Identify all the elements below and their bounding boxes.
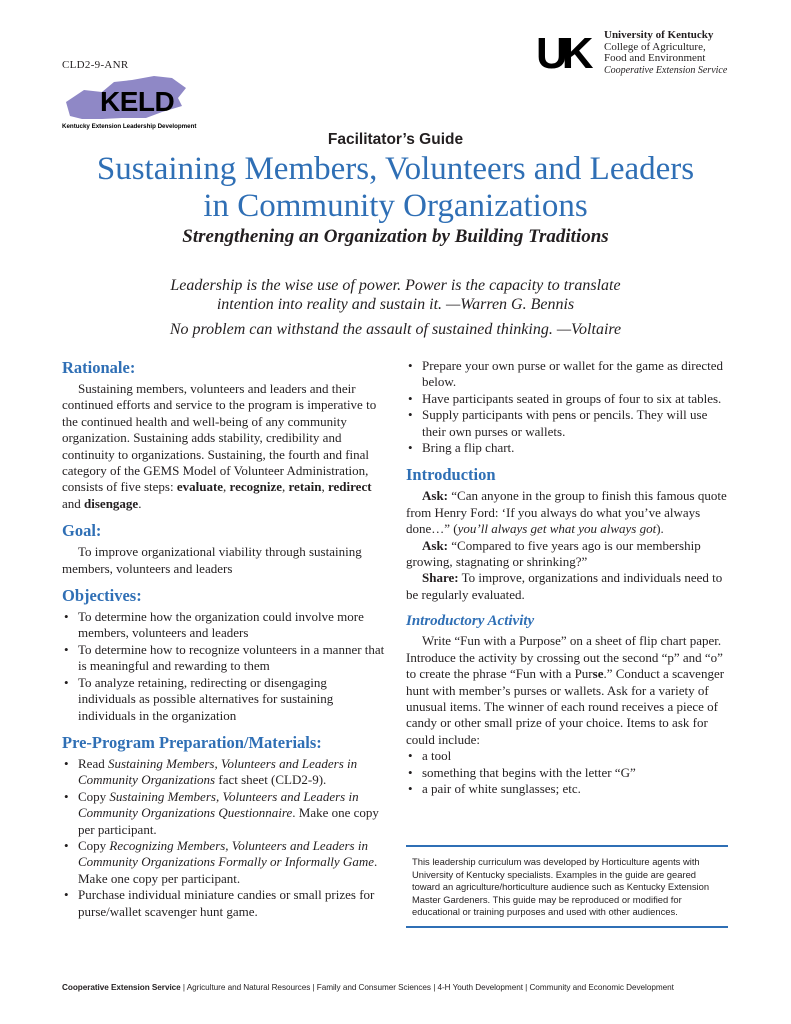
title-line-2: in Community Organizations (203, 188, 588, 224)
objectives-heading: Objectives: (62, 586, 142, 606)
footer (62, 983, 732, 992)
preparation-continued (406, 358, 728, 456)
step-redirect: redirect (328, 479, 372, 495)
footer-programs: | Agriculture and Natural Resources | Family and Consumer Sciences | 4-H Youth Development | Community and Economic Development (180, 983, 674, 992)
keld-logo (62, 72, 202, 132)
list-item: • Read Sustaining Members, Volunteers and Leaders in Community Organizations fact sheet (CLD2-9). (62, 756, 386, 789)
extension-service-line: Cooperative Extension Service (604, 64, 728, 76)
college-line-2: Food and Environment (604, 52, 706, 64)
list-item: • Prepare your own purse or wallet for the game as directed below. (406, 358, 728, 391)
rationale-section (62, 358, 386, 512)
list-item: • To determine how the organization could involve more members, volunteers and leaders (62, 609, 386, 642)
keld-logo-text: KELD (100, 86, 175, 117)
activity-section (406, 612, 728, 797)
step-retain: retain (288, 479, 322, 495)
list-item: • Supply participants with pens or pencils. They will use their own purses or wallets. (406, 407, 728, 440)
university-line: University of Kentucky (604, 29, 714, 41)
page-title (0, 151, 791, 225)
college-line: College of Agriculture, (604, 40, 706, 53)
preparation-list (62, 756, 386, 920)
curriculum-note: This leadership curriculum was developed by Horticulture agents with University of Kentucky specialists. Examples in the guide are geared toward an agriculture/horticulture audience such as Kentucky Extension Master Gardeners. This guide may be reproduced or modified for educational or training purposes and used with other audiences. (406, 845, 728, 928)
list-item: • Have participants seated in groups of four to six at tables. (406, 391, 728, 407)
step-recognize: recognize (229, 479, 283, 495)
quote-line-1: Leadership is the wise use of power. Power is the capacity to translate (170, 277, 621, 294)
ask-paragraph-1: Ask: “Can anyone in the group to finish this famous quote from Henry Ford: ‘If you always do what you’ve always done…” (you’ll always get what you always got). (406, 488, 727, 537)
activity-items (406, 748, 728, 797)
list-item: • To determine how to recognize volunteers in a manner that is meaningful and rewarding to them (62, 642, 386, 675)
share-paragraph: Share: To improve, organizations and individuals need to be regularly evaluated. (406, 570, 723, 602)
keld-logo-caption: Kentucky Extension Leadership Development (62, 123, 197, 130)
list-item: • Bring a flip chart. (406, 440, 728, 456)
list-item: • something that begins with the letter “G” (406, 765, 728, 781)
ask-paragraph-2: Ask: “Compared to five years ago is our membership growing, stagnating or shrinking?” (406, 537, 701, 570)
left-column (62, 358, 386, 929)
footer-lead: Cooperative Extension Service (62, 983, 181, 992)
list-item: • To analyze retaining, redirecting or disengaging individuals as possible alternatives for sustaining individuals in the organization (62, 675, 386, 724)
introduction-section (406, 465, 728, 603)
step-evaluate: evaluate (176, 479, 224, 495)
list-item: • a tool (406, 748, 728, 764)
rationale-heading: Rationale: (62, 358, 136, 377)
objectives-section (62, 586, 386, 724)
activity-heading: Introductory Activity (406, 613, 535, 630)
title-line-1: Sustaining Members, Volunteers and Leaders (96, 151, 695, 187)
activity-text: Write “Fun with a Purpose” on a sheet of flip chart paper. Introduce the activity by crossing out the second “p” and “o” to create the phrase “Fun with a Purse.” Conduct a scavenger hunt with member’s purses or wallets. Ask for a variety of unusual items. The winner of each round receives a piece of candy or other small prize of your choice. Items to ask for could include: (406, 633, 725, 747)
objectives-list (62, 609, 386, 724)
university-block (536, 30, 736, 80)
quote-line-2: intention into reality and sustain it. —Warren G. Bennis (216, 296, 575, 313)
university-name (604, 30, 727, 76)
introduction-heading: Introduction (406, 465, 496, 485)
uk-logo: UK (536, 29, 588, 78)
list-item: • a pair of white sunglasses; etc. (406, 781, 728, 797)
list-item: • Purchase individual miniature candies or small prizes for purse/wallet scavenger hunt game. (62, 887, 386, 920)
list-item: • Copy Sustaining Members, Volunteers and Leaders in Community Organizations Questionnaire. Make one copy per participant. (62, 789, 386, 838)
quote-voltaire: No problem can withstand the assault of sustained thinking. —Voltaire (169, 321, 622, 338)
preparation-heading: Pre-Program Preparation/Materials: (62, 732, 322, 752)
list-item: • Copy Recognizing Members, Volunteers and Leaders in Community Organizations Formally or Informally Game. Make one copy per participant. (62, 838, 386, 887)
step-disengage: disengage (84, 495, 139, 511)
goal-heading: Goal: (62, 521, 102, 541)
goal-text: To improve organizational viability through sustaining members, volunteers and leaders (62, 544, 362, 576)
goal-section (62, 521, 386, 577)
preparation-list-continued (406, 358, 728, 456)
document-code: CLD2-9-ANR (62, 59, 129, 71)
guide-label: Facilitator’s Guide (327, 131, 464, 148)
right-column (406, 358, 728, 806)
rationale-text: Sustaining members, volunteers and leaders and their continued efforts and service to the program is imperative to the continued health and well-being of any community organization. Sustaining adds stability, credibility and continuity to organizations. Sustaining, the fourth and final category of the GEMS Model of Volunteer Administration, consists of five steps: evaluate, recognize, retain, redirect and disengage. (62, 381, 377, 511)
quote-bennis (0, 276, 791, 314)
preparation-section (62, 733, 386, 920)
page-subtitle: Strengthening an Organization by Building Traditions (182, 226, 609, 247)
